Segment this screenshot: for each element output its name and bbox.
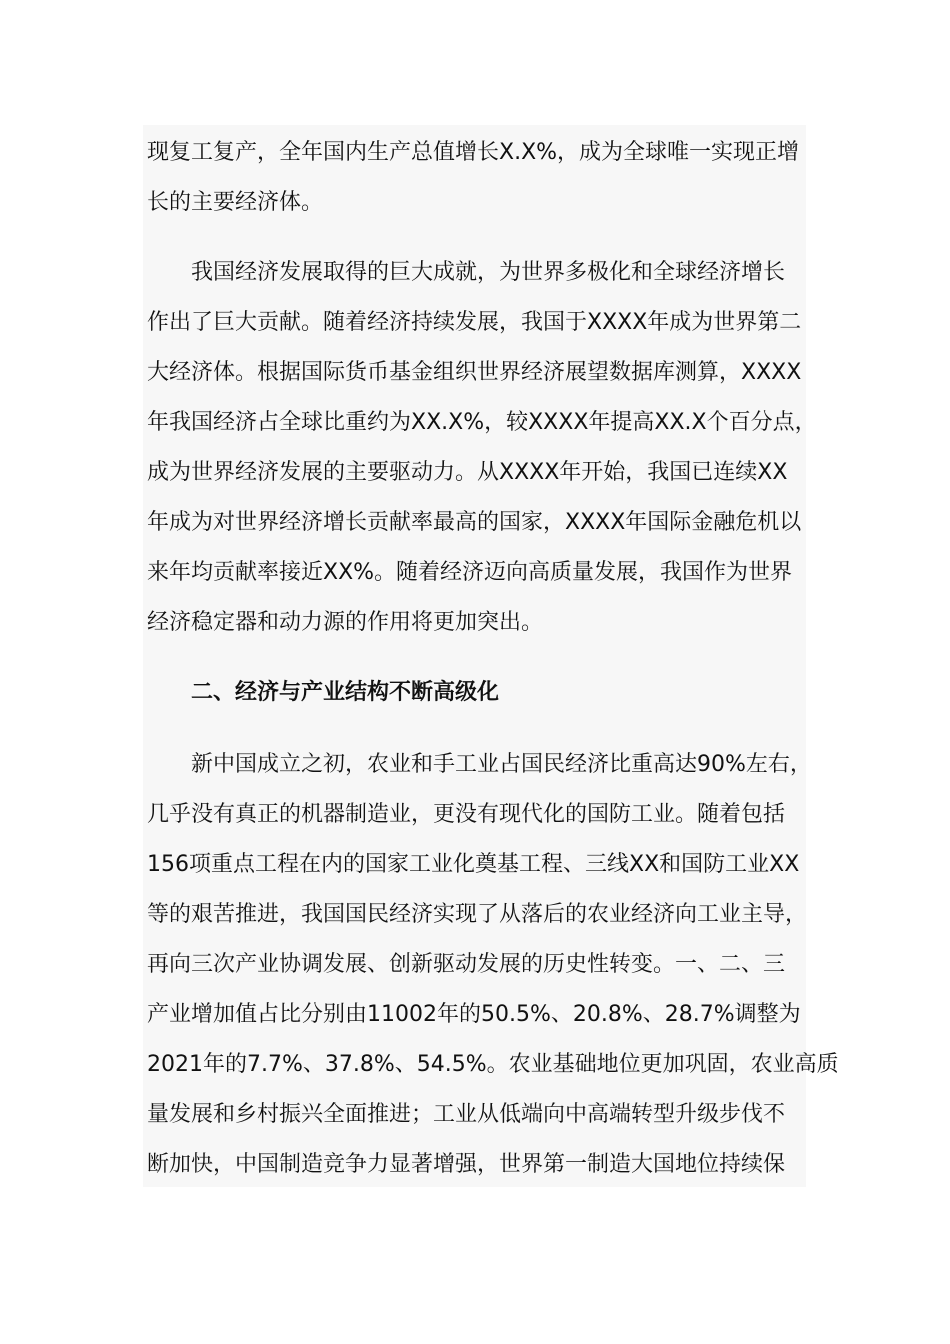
- paragraph-line: 几乎没有真正的机器制造业，更没有现代化的国防工业。随着包括: [147, 802, 786, 827]
- paragraph-line: 成为世界经济发展的主要驱动力。从XXXX年开始，我国已连续XX: [147, 460, 788, 485]
- paragraph-line: 产业增加值占比分别由11002年的50.5%、20.8%、28.7%调整为: [147, 1002, 801, 1027]
- paragraph-line: 现复工复产，全年国内生产总值增长X.X%，成为全球唯一实现正增: [147, 140, 800, 165]
- paragraph-line: 长的主要经济体。: [147, 190, 324, 215]
- paragraph-line: 断加快，中国制造竞争力显著增强，世界第一制造大国地位持续保: [147, 1152, 786, 1177]
- section-heading: 二、经济与产业结构不断高级化: [191, 680, 500, 705]
- paragraph-line: 年我国经济占全球比重约为XX.X%，较XXXX年提高XX.X个百分点，: [147, 410, 817, 435]
- paragraph-line: 量发展和乡村振兴全面推进；工业从低端向中高端转型升级步伐不: [147, 1102, 786, 1127]
- paragraph-line: 2021年的7.7%、37.8%、54.5%。农业基础地位更加巩固，农业高质: [147, 1052, 839, 1077]
- paragraph-line: 年成为对世界经济增长贡献率最高的国家，XXXX年国际金融危机以: [147, 510, 802, 535]
- paragraph-line: 我国经济发展取得的巨大成就，为世界多极化和全球经济增长: [191, 260, 786, 285]
- paragraph-line: 作出了巨大贡献。随着经济持续发展，我国于XXXX年成为世界第二: [147, 310, 802, 335]
- paragraph-line: 156项重点工程在内的国家工业化奠基工程、三线XX和国防工业XX: [147, 852, 800, 877]
- paragraph-line: 再向三次产业协调发展、创新驱动发展的历史性转变。一、二、三: [147, 952, 786, 977]
- paragraph-line: 经济稳定器和动力源的作用将更加突出。: [147, 610, 544, 635]
- paragraph-line: 等的艰苦推进，我国国民经济实现了从落后的农业经济向工业主导，: [147, 902, 808, 927]
- paragraph-line: 新中国成立之初，农业和手工业占国民经济比重高达90%左右，: [191, 752, 812, 777]
- paragraph-line: 来年均贡献率接近XX%。随着经济迈向高质量发展，我国作为世界: [147, 560, 793, 585]
- paragraph-line: 大经济体。根据国际货币基金组织世界经济展望数据库测算，XXXX: [147, 360, 802, 385]
